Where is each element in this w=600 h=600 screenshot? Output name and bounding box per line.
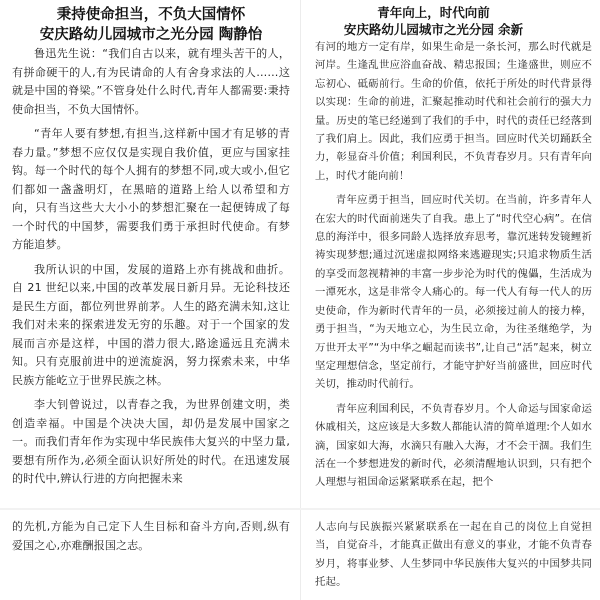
- article-paragraph: 李大钊曾说过，以青春之我，为世界创建文明，类创造幸福。中国是个决决大国，却仍是发展中国家之一。而我们青年作为实现中华民族伟大复兴的中坚力量,要想有所作为,必须全面认识好所处的时代。在迅速发展的时代中,辨认行进的方向把握未来: [12, 398, 290, 485]
- article-title: 秉持使命担当，不负大国情怀: [56, 7, 246, 23]
- article-paragraph: “青年人要有梦想,有担当,这样新中国才有足够的青春力量。”梦想不应仅仅是实现自我价值，更应与国家挂钩。每一个时代的每个人拥有的梦想不同,或大或小,但它们都如一盏盏明灯，在黑暗的道路上给人以希望和方向，只有当这些大大小小的梦想汇聚在一起便铸成了每一个时代的中国梦，需要我们勇于承担时代使命。有梦方能追梦。: [12, 127, 290, 251]
- article-paragraph: 青年应利国利民，不负青春岁月。个人命运与国家命运休戚相关，这应该是大多数人都能认清的简单道理:个人如水滴，国家如大海，水滴只有融入大海，才不会干涸。我们生活在一个梦想进发的新时代，必须清醒地认识到，只有把个人理想与祖国命运紧紧联系在起，把个: [315, 402, 592, 489]
- article-right-page: [300, 0, 600, 510]
- article-left-continuation-page: [0, 510, 300, 600]
- article-paragraph: 青年应勇于担当，回应时代关切。在当前，许多青年人在宏大的时代面前迷失了自我。患上了“时代空心病”。在信息的海洋中，很多同龄人选择放弃思考，靠沉迷转发镜鲤祈祷实现梦想;通过沉迷虚拟网络来逃避现实;只追求物质生活的享受而忽视精神的丰富一步步沦为时代的傀儡，生活成为一潭死水，这是非常令人痛心的。每一代人有每一代人的历史使命，作为新时代青年的一员，必须接过前人的接力棒，勇于担当，“为天地立心，为生民立命，为往圣继绝学，为万世开太平”“为中华之崛起而读书”,让自己“活”起来，树立坚定理想信念，坚定前行，才能守护好当前盛世，回应时代关切，推动时代前行。: [315, 194, 592, 391]
- article-author-line: 安庆路幼儿园城市之光分园 余新: [343, 22, 524, 37]
- article-paragraph-continuation: 人志向与民族振兴紧紧联系在一起在自己的岗位上自觉担当，自觉奋斗，才能真正做出有意义的事业，才能不负青春岁月，将事业梦、人生梦同中华民族伟大复兴的中国梦共同托起。: [315, 521, 592, 589]
- article-paragraph: 鲁迅先生说：“我们自古以来，就有埋头苦干的人，有拼命硬干的人,有为民请命的人有舍身求法的人……这就是中国的脊梁。”不管身处什么时代,青年人都需要:秉持使命担当，不负大国情怀。: [12, 47, 290, 116]
- article-title: 青年向上，时代向前: [377, 5, 490, 20]
- article-right-continuation-page: [300, 510, 600, 600]
- article-paragraph-continuation: 的先机,方能为自己定下人生目标和奋斗方向,否则,纵有爱国之心,亦难酬报国之志。: [12, 520, 290, 552]
- article-paragraph: 我所认识的中国，发展的道路上亦有挑战和曲折。自 21 世纪以来,中国的改革发展日新月异。无论科技还是民生方面，都位列世界前茅。人生的路充满未知,这让我们对未来的探索进发无穷的乐趣。对于一个国家的发展而言亦是这样，中国的潜力很大,路途遥远且充满未知。只有克服前进中的逆流旋涡，努力探索未来，中华民族方能屹立于世界民族之林。: [12, 262, 290, 387]
- article-author-line: 安庆路幼儿园城市之光分园 陶静怡: [39, 27, 263, 43]
- article-left-page: [0, 0, 300, 510]
- article-paragraph: 有河的地方一定有岸，如果生命是一条长河，那么时代就是河岸。生逢乱世应浴血奋战、精忠报国；生逢盛世，则应不忘初心、砥砺前行。生命的价值，依托于所处的时代背景得以实现：生命的前进，汇聚起推动时代和社会前行的强大力量。历史的笔已经递到了我们的手中，时代的责任已经落到了我们肩上。因此，我们应勇于担当。回应时代关切踊跃全力，彰显奋斗价值；利国利民，不负青春岁月。只有青年向上，时代才能向前！: [315, 41, 592, 182]
